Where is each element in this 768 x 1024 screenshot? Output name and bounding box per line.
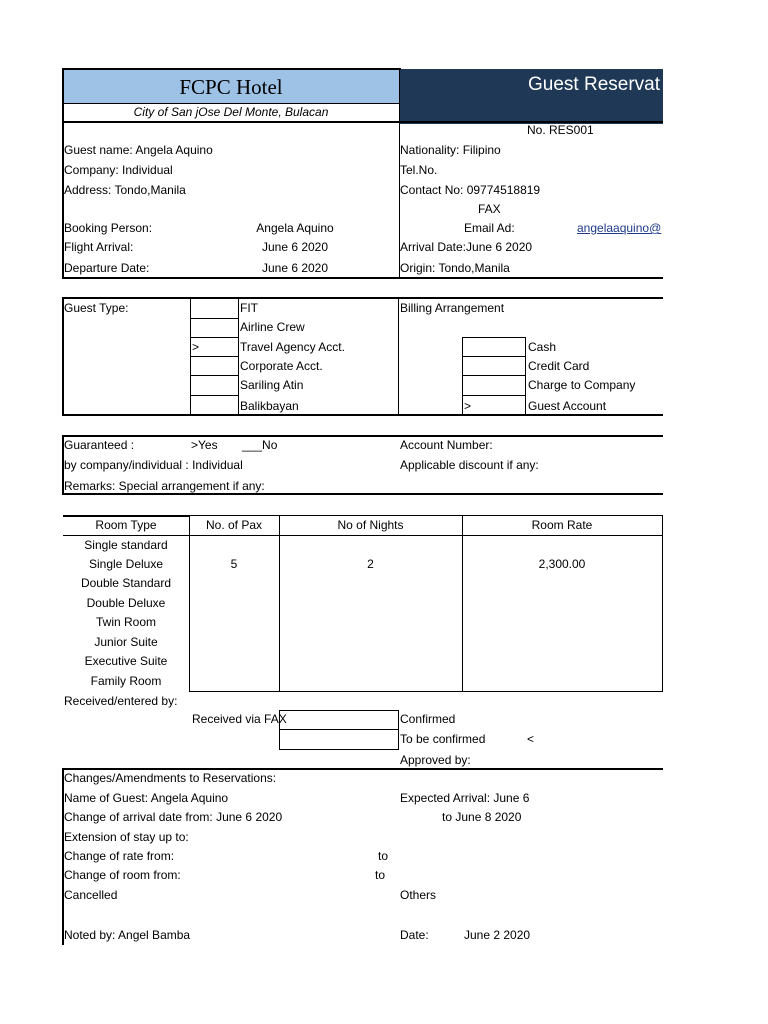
- hotel-name: FCPC Hotel: [179, 75, 283, 99]
- guaranteed-by: by company/individual : Individual: [64, 458, 243, 472]
- col-header-rate: Room Rate: [531, 518, 593, 532]
- room-change-to: to: [375, 868, 386, 882]
- room-type: Double Deluxe: [86, 596, 166, 610]
- to-be-confirmed-label: To be confirmed: [400, 732, 486, 746]
- email-link[interactable]: angelaaquino@: [577, 221, 662, 235]
- guaranteed-label: Guaranteed :: [64, 438, 135, 452]
- received-via-fax: Received via FAX: [192, 712, 287, 726]
- noted-by: Noted by: Angel Bamba: [64, 928, 191, 942]
- fax-label: FAX: [478, 202, 501, 216]
- room-type: Single standard: [84, 538, 168, 552]
- rate-change-to: to: [378, 849, 389, 863]
- border: [462, 515, 463, 692]
- border: [462, 375, 525, 376]
- extension: Extension of stay up to:: [64, 830, 189, 844]
- border: [63, 535, 663, 536]
- rate-value[interactable]: 2,300.00: [538, 557, 586, 571]
- border: [190, 375, 238, 376]
- nights-value[interactable]: 2: [367, 557, 374, 571]
- border: [279, 729, 399, 730]
- col-header-nights: No of Nights: [337, 518, 404, 532]
- to-be-confirmed-mark[interactable]: <: [527, 732, 535, 746]
- guest-type-option: Travel Agency Acct.: [240, 340, 345, 354]
- departure-label: Departure Date:: [64, 261, 150, 275]
- amendments-title: Changes/Amendments to Reservations:: [64, 771, 277, 785]
- billing-option: Guest Account: [528, 399, 607, 413]
- border: [462, 337, 463, 415]
- rate-change: Change of rate from:: [64, 849, 175, 863]
- hotel-location: City of San jOse Del Monte, Bulacan: [133, 105, 329, 119]
- border: [238, 298, 239, 415]
- amend-guest-name: Name of Guest: Angela Aquino: [64, 791, 229, 805]
- border: [398, 297, 399, 416]
- border: [62, 414, 663, 416]
- contact-no: Contact No: 09774518819: [400, 183, 541, 197]
- guest-type-option: Balikbayan: [240, 399, 299, 413]
- billing-option: Charge to Company: [528, 378, 636, 392]
- border: [279, 515, 280, 692]
- border: [462, 395, 525, 396]
- change-arrival: Change of arrival date from: June 6 2020: [64, 810, 283, 824]
- others: Others: [400, 888, 437, 902]
- room-type: Single Deluxe: [88, 557, 164, 571]
- guest-type-option: Corporate Acct.: [240, 359, 323, 373]
- expected-arrival: Expected Arrival: June 6: [400, 791, 530, 805]
- room-type: Executive Suite: [84, 654, 168, 668]
- change-arrival-to: to June 8 2020: [442, 810, 522, 824]
- border: [62, 121, 663, 123]
- date-label: Date:: [400, 928, 429, 942]
- border: [190, 356, 238, 357]
- col-header-room-type: Room Type: [95, 518, 157, 532]
- border: [63, 103, 399, 104]
- reservation-number: No. RES001: [527, 123, 594, 137]
- address: Address: Tondo,Manila: [64, 183, 186, 197]
- border: [525, 337, 526, 415]
- guest-type-option: Sariling Atin: [240, 378, 304, 392]
- date-value: June 2 2020: [464, 928, 531, 942]
- border: [190, 337, 238, 338]
- border: [462, 356, 525, 357]
- nationality: Nationality: Filipino: [400, 143, 501, 157]
- border: [62, 68, 401, 70]
- form-title: Guest Reservat: [528, 74, 660, 95]
- billing-option: Cash: [528, 340, 557, 354]
- guest-type-option: FIT: [240, 301, 258, 315]
- border: [62, 297, 663, 299]
- flight-label: Flight Arrival:: [64, 240, 134, 254]
- booking-value: Angela Aquino: [256, 221, 334, 235]
- confirmed-label: Confirmed: [400, 712, 456, 726]
- tel-no: Tel.No.: [400, 163, 438, 177]
- border: [62, 435, 663, 437]
- room-type: Double Standard: [80, 576, 172, 590]
- account-number: Account Number:: [400, 438, 493, 452]
- booking-label: Booking Person:: [64, 221, 153, 235]
- room-type: Family Room: [90, 674, 162, 688]
- guest-name: Guest name: Angela Aquino: [64, 143, 213, 157]
- billing-option: Credit Card: [528, 359, 590, 373]
- room-type: Junior Suite: [94, 635, 158, 649]
- arrival-date: Arrival Date:June 6 2020: [400, 240, 533, 254]
- receipt-box[interactable]: [279, 710, 399, 750]
- border: [189, 691, 663, 692]
- billing-label: Billing Arrangement: [400, 301, 505, 315]
- billing-mark[interactable]: >: [464, 399, 472, 413]
- guest-type-option: Airline Crew: [240, 320, 305, 334]
- approved-by: Approved by:: [400, 753, 471, 767]
- guaranteed-yes[interactable]: >Yes: [191, 438, 218, 452]
- border: [189, 515, 663, 516]
- guest-type-label: Guest Type:: [64, 301, 129, 315]
- email-label: Email Ad:: [464, 221, 515, 235]
- col-header-pax: No. of Pax: [205, 518, 263, 532]
- departure-value: June 6 2020: [261, 261, 329, 275]
- border: [190, 395, 238, 396]
- discount: Applicable discount if any:: [400, 458, 539, 472]
- room-change: Change of room from:: [64, 868, 181, 882]
- received-by: Received/entered by:: [64, 694, 178, 708]
- room-type: Twin Room: [95, 615, 157, 629]
- flight-value: June 6 2020: [261, 240, 329, 254]
- border: [190, 318, 238, 319]
- company: Company: Individual: [64, 163, 173, 177]
- remarks: Remarks: Special arrangement if any:: [64, 479, 265, 493]
- pax-value[interactable]: 5: [230, 557, 238, 571]
- cancelled: Cancelled: [64, 888, 118, 902]
- guest-type-mark[interactable]: >: [192, 340, 200, 354]
- border: [662, 515, 663, 692]
- border: [462, 337, 525, 338]
- origin: Origin: Tondo,Manila: [400, 261, 510, 275]
- border: [189, 515, 190, 692]
- border: [62, 277, 663, 279]
- guaranteed-no[interactable]: ___No: [242, 438, 278, 452]
